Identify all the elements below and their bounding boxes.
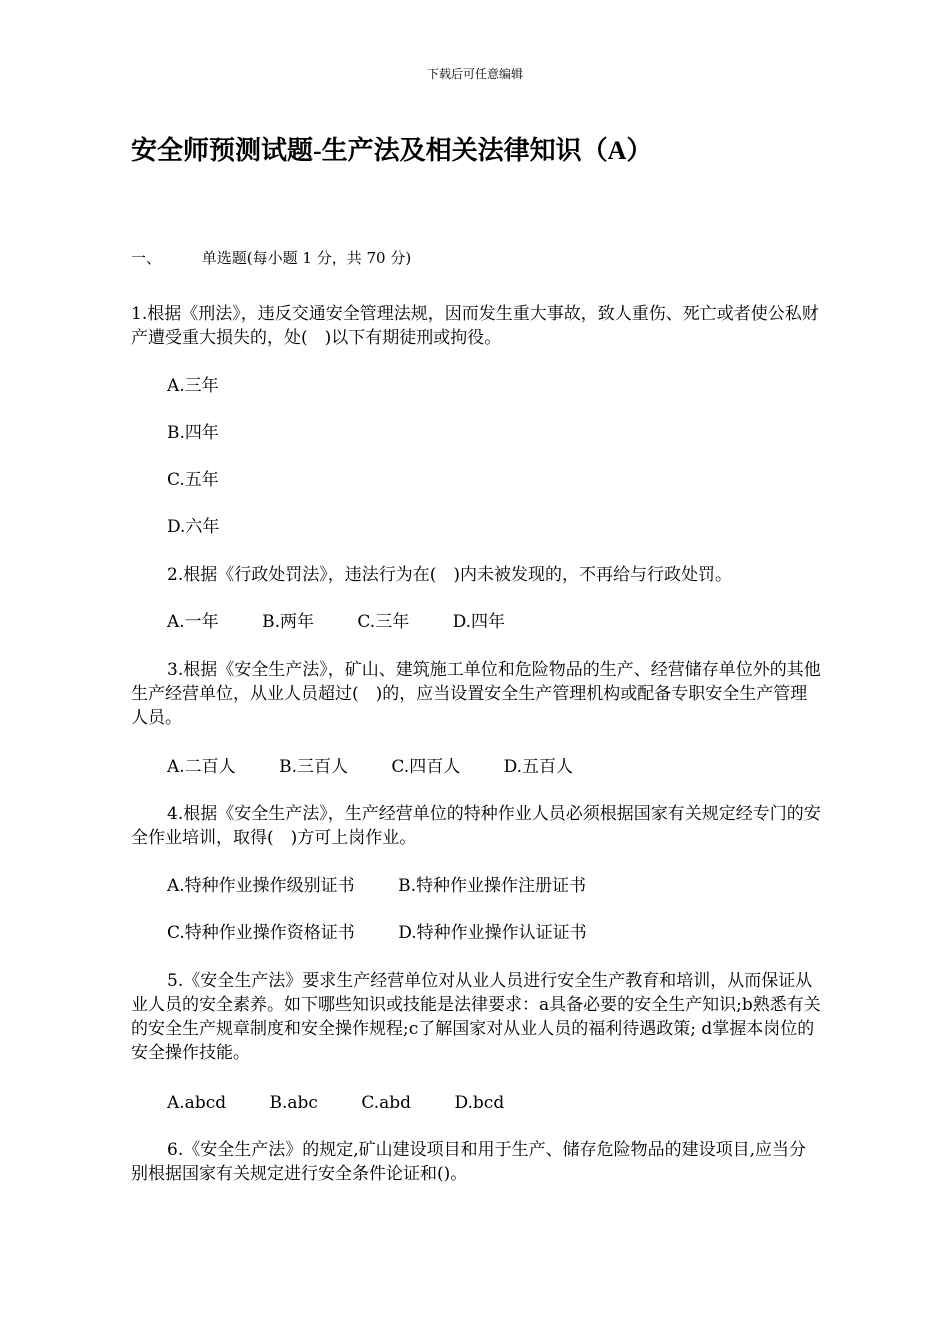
- question-6-text: [131, 1138, 821, 1186]
- question-2-option-c: C.三年: [357, 612, 410, 632]
- question-4-option-c: C.特种作业操作资格证书: [167, 923, 355, 943]
- question-5-options: [167, 1091, 504, 1115]
- question-5-option-b: B.abc: [269, 1093, 318, 1113]
- question-4-text: [131, 802, 821, 850]
- question-1-option-d: D.六年: [167, 517, 220, 537]
- question-5-option-c: C.abd: [361, 1093, 412, 1113]
- question-2-option-b: B.两年: [262, 612, 314, 632]
- question-3-option-a: A.二百人: [167, 757, 236, 777]
- question-5-body: 5.《安全生产法》要求生产经营单位对从业人员进行安全生产教育和培训，从而保证从业人员的安全素养。如下哪些知识或技能是法律要求：a具备必要的安全生产知识;b熟悉有关的安全生产规章制度和安全操作规程;c了解国家对从业人员的福利待遇政策; d掌握本岗位的安全操作技能。: [131, 971, 821, 1063]
- section-label: 单选题(每小题 1 分，共 70 分): [201, 249, 412, 267]
- question-3-text: [131, 658, 821, 730]
- question-4-option-d: D.特种作业操作认证证书: [398, 923, 587, 943]
- question-4-body: 4.根据《安全生产法》，生产经营单位的特种作业人员必须根据国家有关规定经专门的安全作业培训，取得( )方可上岗作业。: [131, 804, 821, 848]
- question-3-body: 3.根据《安全生产法》，矿山、建筑施工单位和危险物品的生产、经营储存单位外的其他生产经营单位，从业人员超过( )的，应当设置安全生产管理机构或配备专职安全生产管理人员。: [131, 660, 821, 728]
- section-number: 一、: [131, 249, 162, 267]
- question-6-body: 6.《安全生产法》的规定,矿山建设项目和用于生产、储存危险物品的建设项目,应当分别根据国家有关规定进行安全条件论证和()。: [131, 1140, 807, 1184]
- question-4-option-b: B.特种作业操作注册证书: [398, 876, 586, 896]
- question-1-option-c: C.五年: [167, 470, 219, 490]
- header-note: 下载后可任意编辑: [426, 67, 523, 81]
- question-5-text: [131, 969, 821, 1065]
- question-2-text: [131, 563, 821, 587]
- question-1-option-b: B.四年: [167, 423, 219, 443]
- section-heading: [131, 248, 411, 268]
- question-2-options: [167, 610, 505, 634]
- question-3-options: [167, 755, 573, 779]
- question-1-option-a: A.三年: [167, 376, 219, 396]
- question-5-option-d: D.bcd: [454, 1093, 505, 1113]
- document-title: 安全师预测试题-生产法及相关法律知识（A）: [131, 136, 653, 165]
- question-3-option-b: B.三百人: [279, 757, 348, 777]
- question-4-options-row-2: [167, 921, 587, 945]
- question-4-options-row-1: [167, 874, 586, 898]
- question-4-option-a: A.特种作业操作级别证书: [167, 876, 355, 896]
- question-1-text: 1.根据《刑法》，违反交通安全管理法规，因而发生重大事故，致人重伤、死亡或者使公私财产遭受重大损失的，处( )以下有期徒刑或拘役。: [131, 304, 819, 348]
- question-2-body: 2.根据《行政处罚法》，违法行为在( )内未被发现的，不再给与行政处罚。: [167, 565, 732, 585]
- question-5-option-a: A.abcd: [167, 1093, 227, 1113]
- question-3-option-d: D.五百人: [503, 757, 574, 777]
- question-2-option-d: D.四年: [452, 612, 506, 632]
- question-2-option-a: A.一年: [167, 612, 219, 632]
- question-3-option-c: C.四百人: [391, 757, 461, 777]
